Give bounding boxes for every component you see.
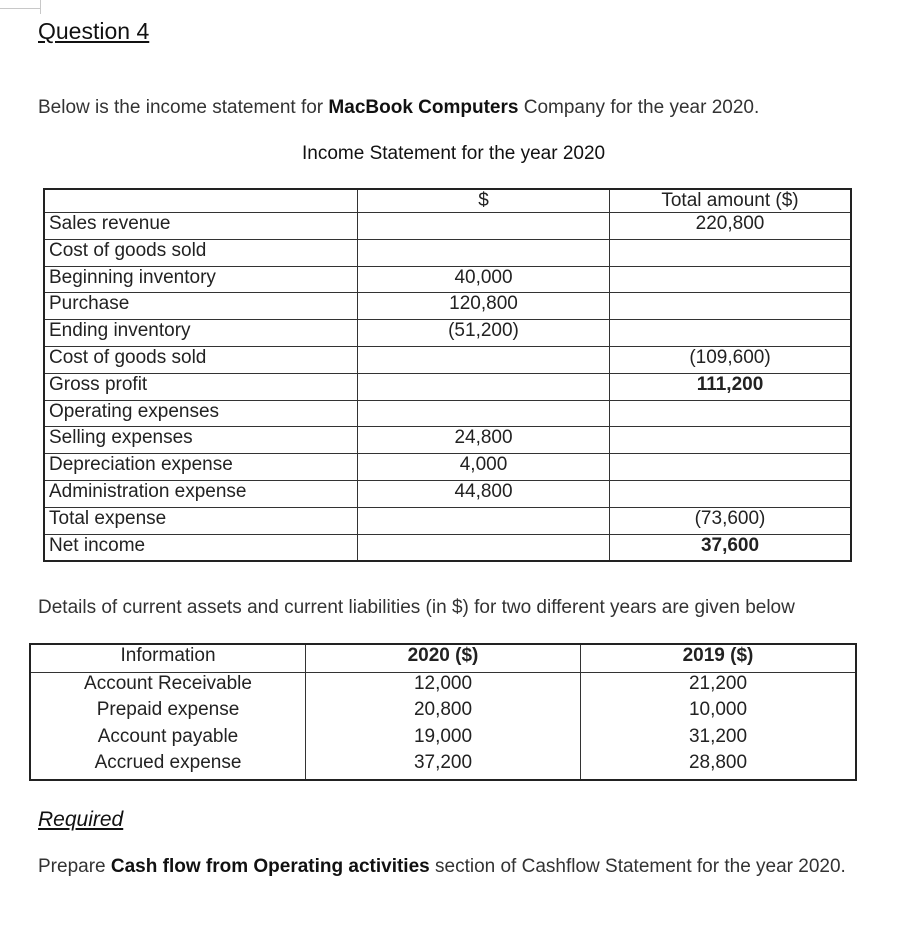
- row-2020: 12,000: [306, 672, 581, 699]
- row-item: Prepaid expense: [30, 699, 306, 726]
- header-dollar: $: [358, 189, 610, 213]
- table-row: [30, 726, 856, 753]
- table-row: [44, 454, 851, 481]
- table-row: [44, 534, 851, 561]
- table-row: [44, 480, 851, 507]
- row-item: Account Receivable: [30, 672, 306, 699]
- row-label: Cost of goods sold: [44, 239, 358, 266]
- table-row: [44, 213, 851, 240]
- row-dollar: 44,800: [358, 480, 610, 507]
- row-2019: 10,000: [581, 699, 857, 726]
- corner-mark: [0, 8, 40, 9]
- header-2020: 2020 ($): [306, 644, 581, 672]
- table-row: [30, 699, 856, 726]
- row-2019: 28,800: [581, 752, 857, 780]
- header-information: Information: [30, 644, 306, 672]
- row-dollar: 120,800: [358, 293, 610, 320]
- table-row: [44, 320, 851, 347]
- row-total: [610, 266, 852, 293]
- row-2020: 20,800: [306, 699, 581, 726]
- table-row: [44, 400, 851, 427]
- row-dollar: (51,200): [358, 320, 610, 347]
- row-item: Account payable: [30, 726, 306, 753]
- prepare-instruction: Prepare Cash flow from Operating activities section of Cashflow Statement for the year 2020.: [38, 856, 846, 877]
- header-2019: 2019 ($): [581, 644, 857, 672]
- header-label: [44, 189, 358, 213]
- cash-flow-emphasis: Cash flow from Operating activities: [110, 856, 430, 877]
- income-statement-table: [43, 188, 852, 562]
- row-total: 220,800: [610, 213, 852, 240]
- row-total: (73,600): [610, 507, 852, 534]
- table-row: [30, 752, 856, 780]
- table-row: [44, 507, 851, 534]
- row-total: 111,200: [610, 373, 852, 400]
- table-row: [44, 239, 851, 266]
- header-total: Total amount ($): [610, 189, 852, 213]
- company-name: MacBook Computers: [328, 97, 519, 118]
- row-dollar: [358, 400, 610, 427]
- row-dollar: 40,000: [358, 266, 610, 293]
- row-total: [610, 427, 852, 454]
- row-label: Total expense: [44, 507, 358, 534]
- table-row: [44, 293, 851, 320]
- row-2020: 37,200: [306, 752, 581, 780]
- row-dollar: [358, 239, 610, 266]
- table-header-row: [44, 189, 851, 213]
- row-label: Gross profit: [44, 373, 358, 400]
- row-dollar: [358, 507, 610, 534]
- table-row: [30, 672, 856, 699]
- intro-text: Below is the income statement for MacBook Computers Company for the year 2020.: [38, 97, 760, 118]
- table-row: [44, 427, 851, 454]
- assets-liabilities-table: [29, 643, 857, 781]
- row-dollar: [358, 213, 610, 240]
- corner-mark: [40, 0, 41, 14]
- row-label: Beginning inventory: [44, 266, 358, 293]
- row-item: Accrued expense: [30, 752, 306, 780]
- row-label: Sales revenue: [44, 213, 358, 240]
- row-label: Purchase: [44, 293, 358, 320]
- table-header-row: [30, 644, 856, 672]
- row-dollar: [358, 534, 610, 561]
- row-label: Ending inventory: [44, 320, 358, 347]
- row-label: Administration expense: [44, 480, 358, 507]
- row-dollar: 4,000: [358, 454, 610, 481]
- details-text: Details of current assets and current liabilities (in $) for two different years are given below: [38, 597, 795, 618]
- row-total: [610, 480, 852, 507]
- row-label: Depreciation expense: [44, 454, 358, 481]
- row-label: Cost of goods sold: [44, 346, 358, 373]
- row-total: [610, 293, 852, 320]
- row-2019: 31,200: [581, 726, 857, 753]
- row-total: 37,600: [610, 534, 852, 561]
- row-total: [610, 454, 852, 481]
- row-label: Net income: [44, 534, 358, 561]
- table-row: [44, 266, 851, 293]
- table-row: [44, 346, 851, 373]
- row-dollar: [358, 346, 610, 373]
- question-title: Question 4: [38, 18, 150, 44]
- row-total: [610, 320, 852, 347]
- row-total: [610, 239, 852, 266]
- row-total: (109,600): [610, 346, 852, 373]
- row-2020: 19,000: [306, 726, 581, 753]
- row-dollar: [358, 373, 610, 400]
- row-label: Selling expenses: [44, 427, 358, 454]
- row-total: [610, 400, 852, 427]
- table-row: [44, 373, 851, 400]
- row-label: Operating expenses: [44, 400, 358, 427]
- income-statement-title: Income Statement for the year 2020: [302, 143, 606, 164]
- required-heading: Required: [38, 808, 124, 831]
- row-dollar: 24,800: [358, 427, 610, 454]
- row-2019: 21,200: [581, 672, 857, 699]
